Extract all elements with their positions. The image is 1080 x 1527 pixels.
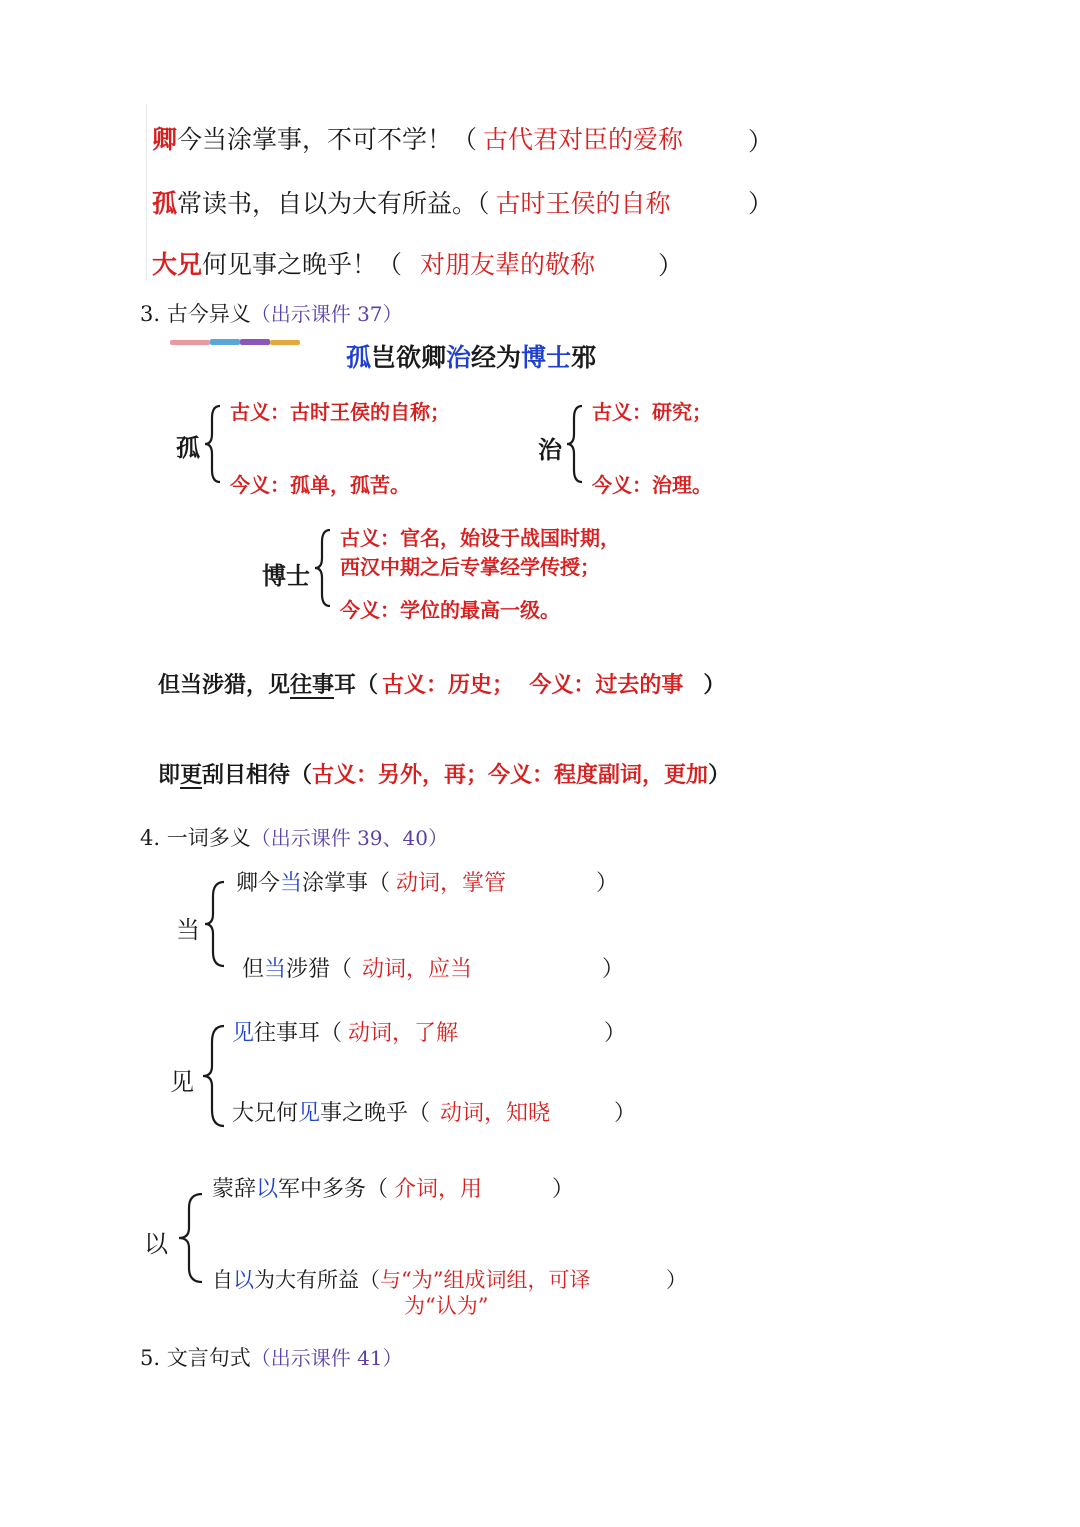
ancient-meaning: 古义：研究； — [592, 400, 712, 424]
answer: 古义：历史； 今义：过去的事 — [382, 672, 684, 698]
section-title: 4. 一词多义 — [140, 826, 251, 850]
section-heading-5 — [140, 1342, 403, 1372]
section-heading-4 — [140, 822, 448, 852]
geng-line: 即更刮目相待（古义：另外，再；今义：程度副词，更加） — [158, 762, 731, 788]
section-heading-3 — [140, 298, 403, 328]
term-label-zhi: 治 — [538, 435, 562, 464]
ancient-meaning: 古义：古时王侯的自称； — [230, 400, 450, 424]
term-label-dang: 当 — [176, 916, 200, 944]
brace-icon — [204, 404, 224, 484]
answer: 动词，应当 — [362, 957, 473, 982]
close-paren: ） — [658, 251, 684, 280]
section-title: 3. 古今异义 — [140, 302, 251, 326]
answer: 动词，知晓 — [440, 1101, 551, 1126]
term: 孤 — [152, 189, 178, 218]
ancient-meaning: 古义：官名，始设于战国时期， — [340, 526, 620, 550]
honorific-line-1 — [152, 120, 683, 156]
term-label-boshi: 博士 — [262, 561, 310, 590]
term-label-gu: 孤 — [176, 433, 200, 462]
sense-sentence-1: 蒙辞以军中多务（ 介词，用 — [212, 1177, 483, 1202]
ancient-meaning-cont: 西汉中期之后专掌经学传授； — [340, 555, 600, 579]
answer: 古时王侯的自称 — [495, 189, 671, 218]
example-sentence: 孤岂欲卿治经为博士邪 — [346, 343, 597, 372]
brace-icon — [314, 528, 334, 608]
close-paren: ） — [604, 1021, 627, 1046]
slide-decoration — [170, 336, 302, 348]
sense-sentence-2: 大兄何见事之晚乎（ 动词，知晓 — [232, 1101, 551, 1126]
sense-sentence-2: 但当涉猎（ 动词，应当 — [242, 957, 473, 982]
brace-icon — [202, 1024, 230, 1128]
honorific-line-3 — [152, 245, 595, 281]
close-paren: ） — [596, 871, 619, 896]
brace-icon — [178, 1192, 208, 1284]
section-note: （出示课件 41） — [250, 1346, 403, 1370]
honorific-line-2 — [152, 184, 671, 220]
sentence: 今当涂掌事，不可不学！（ — [177, 125, 478, 154]
section-title: 5. 文言句式 — [140, 1346, 251, 1370]
close-paren: ） — [748, 189, 774, 218]
sentence: 常读书，自以为大有所益。（ — [177, 189, 490, 218]
modern-meaning: 今义：孤单，孤苦。 — [230, 473, 410, 497]
answer: 对朋友辈的敬称 — [420, 250, 596, 279]
close-paren: ） — [614, 1101, 637, 1126]
answer: 与“为”组成词组，可译 — [380, 1268, 591, 1292]
close-paren: ） — [552, 1177, 575, 1202]
answer: 古代君对臣的爱称 — [483, 125, 684, 154]
term-label-yi: 以 — [144, 1230, 168, 1258]
sense-sentence-2: 自以为大有所益（与“为”组成词组，可译 — [212, 1268, 591, 1292]
margin-line — [146, 104, 147, 280]
term: 大兄 — [152, 250, 203, 279]
brace-icon — [204, 880, 230, 968]
term-label-jian: 见 — [170, 1068, 194, 1096]
modern-meaning: 今义：学位的最高一级。 — [340, 598, 560, 622]
answer: 古义：另外，再；今义：程度副词，更加 — [312, 762, 709, 788]
section-note: （出示课件 37） — [250, 302, 403, 326]
term: 卿 — [152, 125, 178, 154]
close-paren: ） — [602, 957, 625, 982]
sense-sentence-1: 见往事耳（ 动词，了解 — [232, 1021, 459, 1046]
sentence: 何见事之晚乎！（ — [202, 250, 403, 279]
sense-sentence-1: 卿今当涂掌事（ 动词，掌管 — [236, 871, 507, 896]
answer-continued: 为“认为” — [404, 1294, 489, 1318]
close-paren: ） — [666, 1268, 687, 1292]
answer: 动词，掌管 — [396, 871, 507, 896]
section-note: （出示课件 39、40） — [250, 826, 448, 850]
answer: 动词，了解 — [348, 1021, 459, 1046]
wangshi-line: 但当涉猎，见往事耳（ 古义：历史； 今义：过去的事 ） — [158, 672, 726, 698]
brace-icon — [566, 404, 586, 484]
modern-meaning: 今义：治理。 — [592, 473, 712, 497]
close-paren: ） — [748, 127, 774, 156]
answer: 介词，用 — [394, 1177, 483, 1202]
